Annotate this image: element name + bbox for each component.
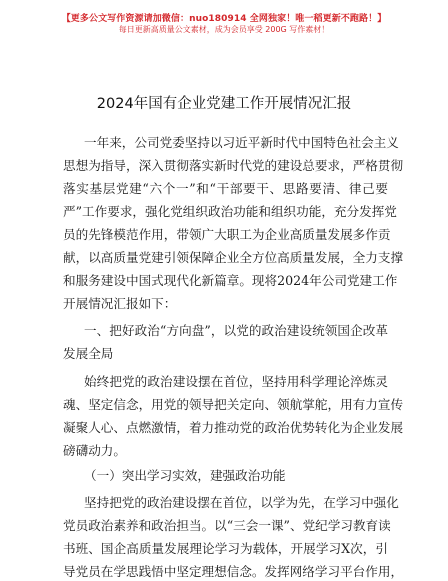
body-line: 献，以高质量党建引领保障企业全方位高质量发展，全力支撑 xyxy=(63,250,404,265)
body-line: 凝聚人心、点燃激情，着力推动党的政治优势转化为企业发展 xyxy=(63,420,404,435)
body-line: 和服务建设中国式现代化新篇章。现将2024年公司党建工作 xyxy=(63,273,398,288)
body-line: 落实基层党建“六个一”和“干部要干、思路要清、律己要 xyxy=(63,181,388,196)
body-line: 魂、坚定信念，用党的领导把关定向、领航掌舵，用有力宣传 xyxy=(63,397,404,412)
promo-banner-line-2: 每日更新高质量公文素材，成为会员享受 200G 写作素材！ xyxy=(118,25,330,34)
body-line: 导党员在学思践悟中坚定理想信念。发挥网络学习平台作用， xyxy=(63,564,404,579)
body-line: 党员政治素养和政治担当。以“三会一课”、党纪学习教育读 xyxy=(63,518,391,533)
body-line: 一年来，公司党委坚持以习近平新时代中国特色社会主义 xyxy=(84,135,399,150)
body-line: 开展情况汇报如下： xyxy=(63,296,177,311)
body-line: 磅礴动力。 xyxy=(63,443,126,458)
promo-banner-line-1: 【更多公文写作资源请加微信：nuo180914 全网独家！唯一稻更新不跑路！】 xyxy=(61,14,387,24)
section-heading-line: 发展全局 xyxy=(63,346,114,361)
body-line: 严”工作要求，强化党组织政治功能和组织功能，充分发挥党 xyxy=(63,204,397,219)
document-title: 2024年国有企业党建工作开展情况汇报 xyxy=(96,96,352,112)
body-line: 员的先锋模范作用，带领广大职工为企业高质量发展多作贡 xyxy=(63,227,391,242)
subsection-heading: （一）突出学习实效，建强政治功能 xyxy=(84,468,286,483)
body-line: 书班、国企高质量发展理论学习为载体，开展学习X次，引 xyxy=(63,541,388,556)
body-line: 始终把党的政治建设摆在首位，坚持用科学理论淬炼灵 xyxy=(84,374,388,389)
section-heading-line: 一、把好政治“方向盘”，以党的政治建设统领国企改革 xyxy=(84,323,388,338)
body-line: 坚持把党的政治建设摆在首位，以学为先，在学习中强化 xyxy=(84,495,399,510)
body-line: 思想为指导，深入贯彻落实新时代党的建设总要求，严格贯彻 xyxy=(63,158,404,173)
